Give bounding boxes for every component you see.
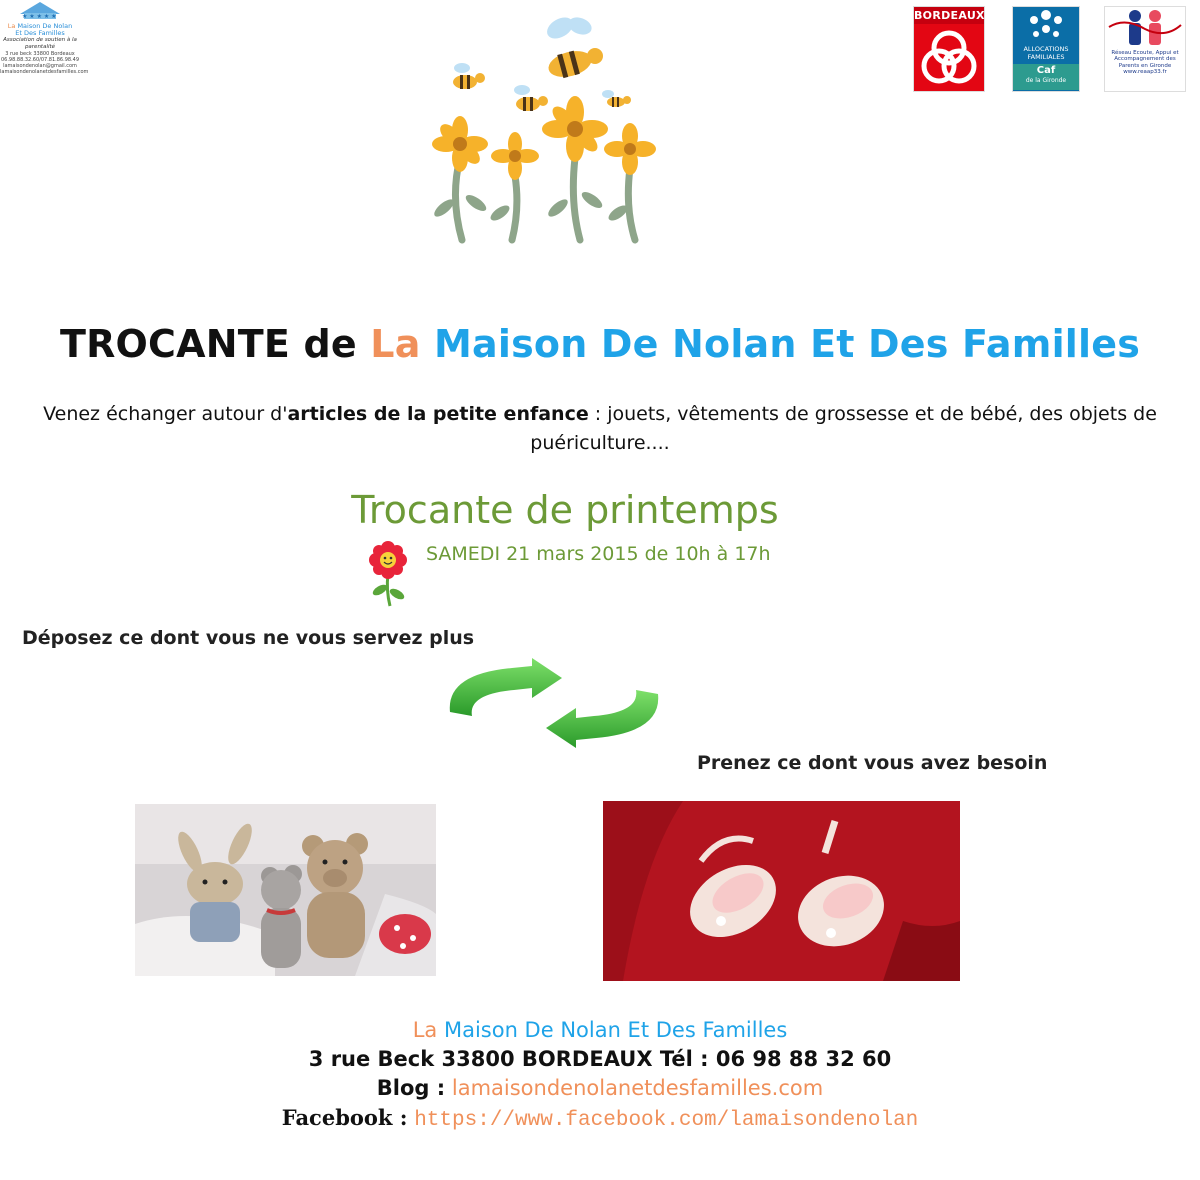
- bee-middle: [514, 85, 548, 111]
- footer-blog-label: Blog :: [376, 1076, 446, 1100]
- footer-org: [0, 1016, 1200, 1045]
- bordeaux-logo-label: BORDEAUX: [914, 9, 985, 22]
- grey-bear: [261, 865, 302, 968]
- footer-facebook-label: Facebook :: [281, 1105, 408, 1130]
- flower-4: [604, 123, 656, 175]
- title-trocante: TROCANTE: [59, 322, 291, 366]
- caf-logo-line2: FAMILIALES: [1027, 53, 1065, 61]
- assoc-logo-tagline: Association de soutien à la parentalité: [3, 37, 77, 50]
- bee-left: [453, 63, 485, 89]
- flower-1: [432, 116, 488, 172]
- title-org-name: Maison De Nolan Et Des Familles: [433, 322, 1141, 366]
- assoc-logo-site: lamaisondenolanetdesfamilles.com: [0, 69, 89, 75]
- caf-family-icon: [1016, 7, 1076, 43]
- parents-icon: [1105, 7, 1185, 47]
- reaap-logo-url: www.reaap33.fr: [1123, 69, 1167, 75]
- caf-logo-region: de la Gironde: [1025, 77, 1067, 84]
- footer-blog: [0, 1074, 1200, 1103]
- footer-facebook-link[interactable]: https://www.facebook.com/lamaisondenolan: [414, 1109, 919, 1132]
- stems: [455, 158, 635, 240]
- bordeaux-logo: [913, 6, 985, 92]
- footer-org-la: La: [412, 1018, 438, 1042]
- caf-logo-name: Caf: [1036, 65, 1056, 76]
- assoc-logo-email: lamaisondenolan@gmail.com: [3, 63, 77, 69]
- assoc-logo-name: Maison De Nolan: [17, 22, 73, 30]
- reaap-logo: [1104, 6, 1186, 92]
- footer-facebook: [0, 1103, 1200, 1135]
- assoc-logo-name2: Et Des Familles: [15, 29, 65, 37]
- reaap-logo-text: Réseau Ecoute, Appui et Accompagnement des Parents en Gironde: [1111, 49, 1179, 69]
- caf-logo: [1012, 6, 1080, 92]
- event-title: Trocante de printemps: [351, 488, 779, 532]
- intro-before: Venez échanger autour d': [43, 403, 288, 425]
- flower-3: [542, 96, 608, 162]
- page-title: [0, 322, 1200, 366]
- assoc-logo-address: 3 rue beck 33800 Bordeaux: [5, 51, 75, 57]
- bee-right: [602, 90, 631, 107]
- assoc-logo-la: La: [7, 22, 16, 30]
- title-la: La: [370, 322, 421, 366]
- footer-blog-link[interactable]: lamaisondenolanetdesfamilles.com: [451, 1076, 824, 1100]
- smiling-flower-icon: [366, 540, 410, 608]
- bees-flowers-illustration: [420, 8, 680, 244]
- bordeaux-crescents-icon: [914, 24, 984, 90]
- svg-text:★ ★ ★ ★ ★: ★ ★ ★ ★ ★: [22, 13, 57, 20]
- deposit-text: Déposez ce dont vous ne vous servez plus: [22, 627, 475, 649]
- take-text: Prenez ce dont vous avez besoin: [697, 752, 1048, 774]
- association-logo: [0, 0, 89, 92]
- exchange-arrows-icon: [432, 656, 676, 752]
- house-stars-icon: [10, 0, 70, 20]
- assoc-logo-phone: 06.98.88.32.60/07.81.86.98.49: [0, 57, 80, 63]
- title-de: de: [303, 322, 357, 366]
- toys-photo: [135, 804, 436, 976]
- bee-large: [543, 13, 603, 81]
- intro-after: : jouets, vêtements de grossesse et de bébé, des objets de puériculture....: [530, 403, 1157, 454]
- baby-shoes-photo: [603, 801, 960, 981]
- footer: [0, 1016, 1200, 1135]
- footer-address: 3 rue Beck 33800 BORDEAUX Tél : 06 98 88 32 60: [308, 1047, 892, 1071]
- event-date: SAMEDI 21 mars 2015 de 10h à 17h: [426, 543, 771, 565]
- leaves: [432, 189, 630, 223]
- footer-org-name: Maison De Nolan Et Des Familles: [443, 1018, 788, 1042]
- intro-paragraph: [20, 400, 1180, 458]
- flower-2: [491, 132, 539, 180]
- caf-logo-line1: ALLOCATIONS: [1023, 45, 1069, 53]
- intro-bold: articles de la petite enfance: [287, 403, 589, 425]
